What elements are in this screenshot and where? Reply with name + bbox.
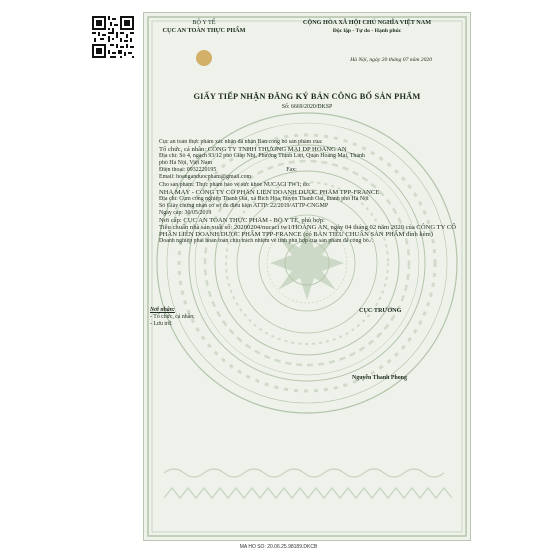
issue-date-line: Ngày cấp: 30/05/2019 [159, 209, 212, 216]
national-header [274, 19, 460, 35]
document-title: GIẤY TIẾP NHẬN ĐĂNG KÝ BẢN CÔNG BỐ SẢN PHẨM [193, 92, 421, 101]
standard-paragraph: Tiêu chuẩn nhà sản xuất số: 20200204/nucaci tw1/HOÀNG AN, ngày 04 tháng 02 năm 2020 của CÔNG TY CỔ PHẦN LIÊN DOANH DƯỢC PHẨM TPP-FRANCE (có BẢN TIÊU CHUẨN SẢN PHẨM đính kèm) [159, 224, 456, 239]
signer-title: CỤC TRƯỞNG [359, 307, 402, 314]
certificate-body [159, 139, 459, 245]
fax: Fax: [286, 167, 297, 174]
recipients [150, 307, 195, 328]
email-line: Email: hoanganduocpham@gmail.com [159, 174, 252, 181]
issuer-line: Nơi cấp: CỤC AN TOÀN THỰC PHẨM - BỘ Y TẾ, phù hợp: [159, 217, 325, 225]
agency-name: CỤC AN TOÀN THỰC PHẨM [162, 27, 246, 34]
place-date: Hà Nội, ngày 20 tháng 07 năm 2020 [350, 57, 432, 63]
responsibility-line: Doanh nghiệp phải hoàn toàn chịu trách nhiệm về tính phù hợp của sản phẩm đã công bố./. [159, 238, 374, 245]
address-line: Địa chỉ: Số 4, ngách 93/12 phố Giáp Nhị, Phường Thịnh Liệt, Quận Hoàng Mai, Thành [159, 153, 365, 160]
file-code: MA HO SO: 20.06.25.98189.DKCB [239, 544, 318, 550]
ministry-name: BỘ Y TẾ [192, 19, 216, 26]
certificate-line: Số Giấy chứng nhận cơ sở đủ điều kiện ATTP: 22/2019/ATTP-CNGMP [159, 202, 329, 209]
nation-name: CỘNG HÒA XÃ HỘI CHỦ NGHĨA VIỆT NAM [302, 19, 432, 26]
document-number: Số: 6669/2020/ĐKSP [281, 104, 333, 110]
recipients-heading: Nơi nhận: [150, 307, 175, 313]
manufacturer-address-line: Địa chỉ: Cụm công nghiệp Thanh Oai, xã Bích Hòa, huyện Thanh Oai, thành phố Hà Nội [159, 195, 369, 202]
phone: Điện thoại: 0932220195 [159, 167, 217, 174]
registration-certificate [143, 12, 471, 541]
organization-line: Tổ chức, cá nhân: CÔNG TY TNHH THƯƠNG MẠI DP HOÀNG AN [159, 146, 347, 154]
qr-code [92, 16, 134, 58]
manufacturer-line: NHÀ MÁY - CÔNG TY CỔ PHẦN LIÊN DOANH DƯỢC PHẨM TPP-FRANCE [159, 188, 380, 196]
recipient-item: - Tổ chức, cá nhân; [150, 314, 195, 320]
phone-fax-line [159, 167, 459, 174]
recipient-item: - Lưu trữ. [150, 321, 173, 327]
product-line: Cho sản phẩm: Thực phẩm bảo vệ sức khỏe NUCACI TW1; do: [159, 181, 311, 188]
signer-name: Nguyễn Thanh Phong [352, 375, 407, 381]
address-line-cont: phố Hà Nội, Việt Nam [159, 160, 213, 167]
national-motto: Độc lập - Tự do - Hạnh phúc [332, 28, 402, 34]
issuer-header [154, 19, 254, 35]
intro-line: Cục an toàn thực phẩm xác nhận đã nhận Bản công bố sản phẩm của: [159, 139, 323, 145]
